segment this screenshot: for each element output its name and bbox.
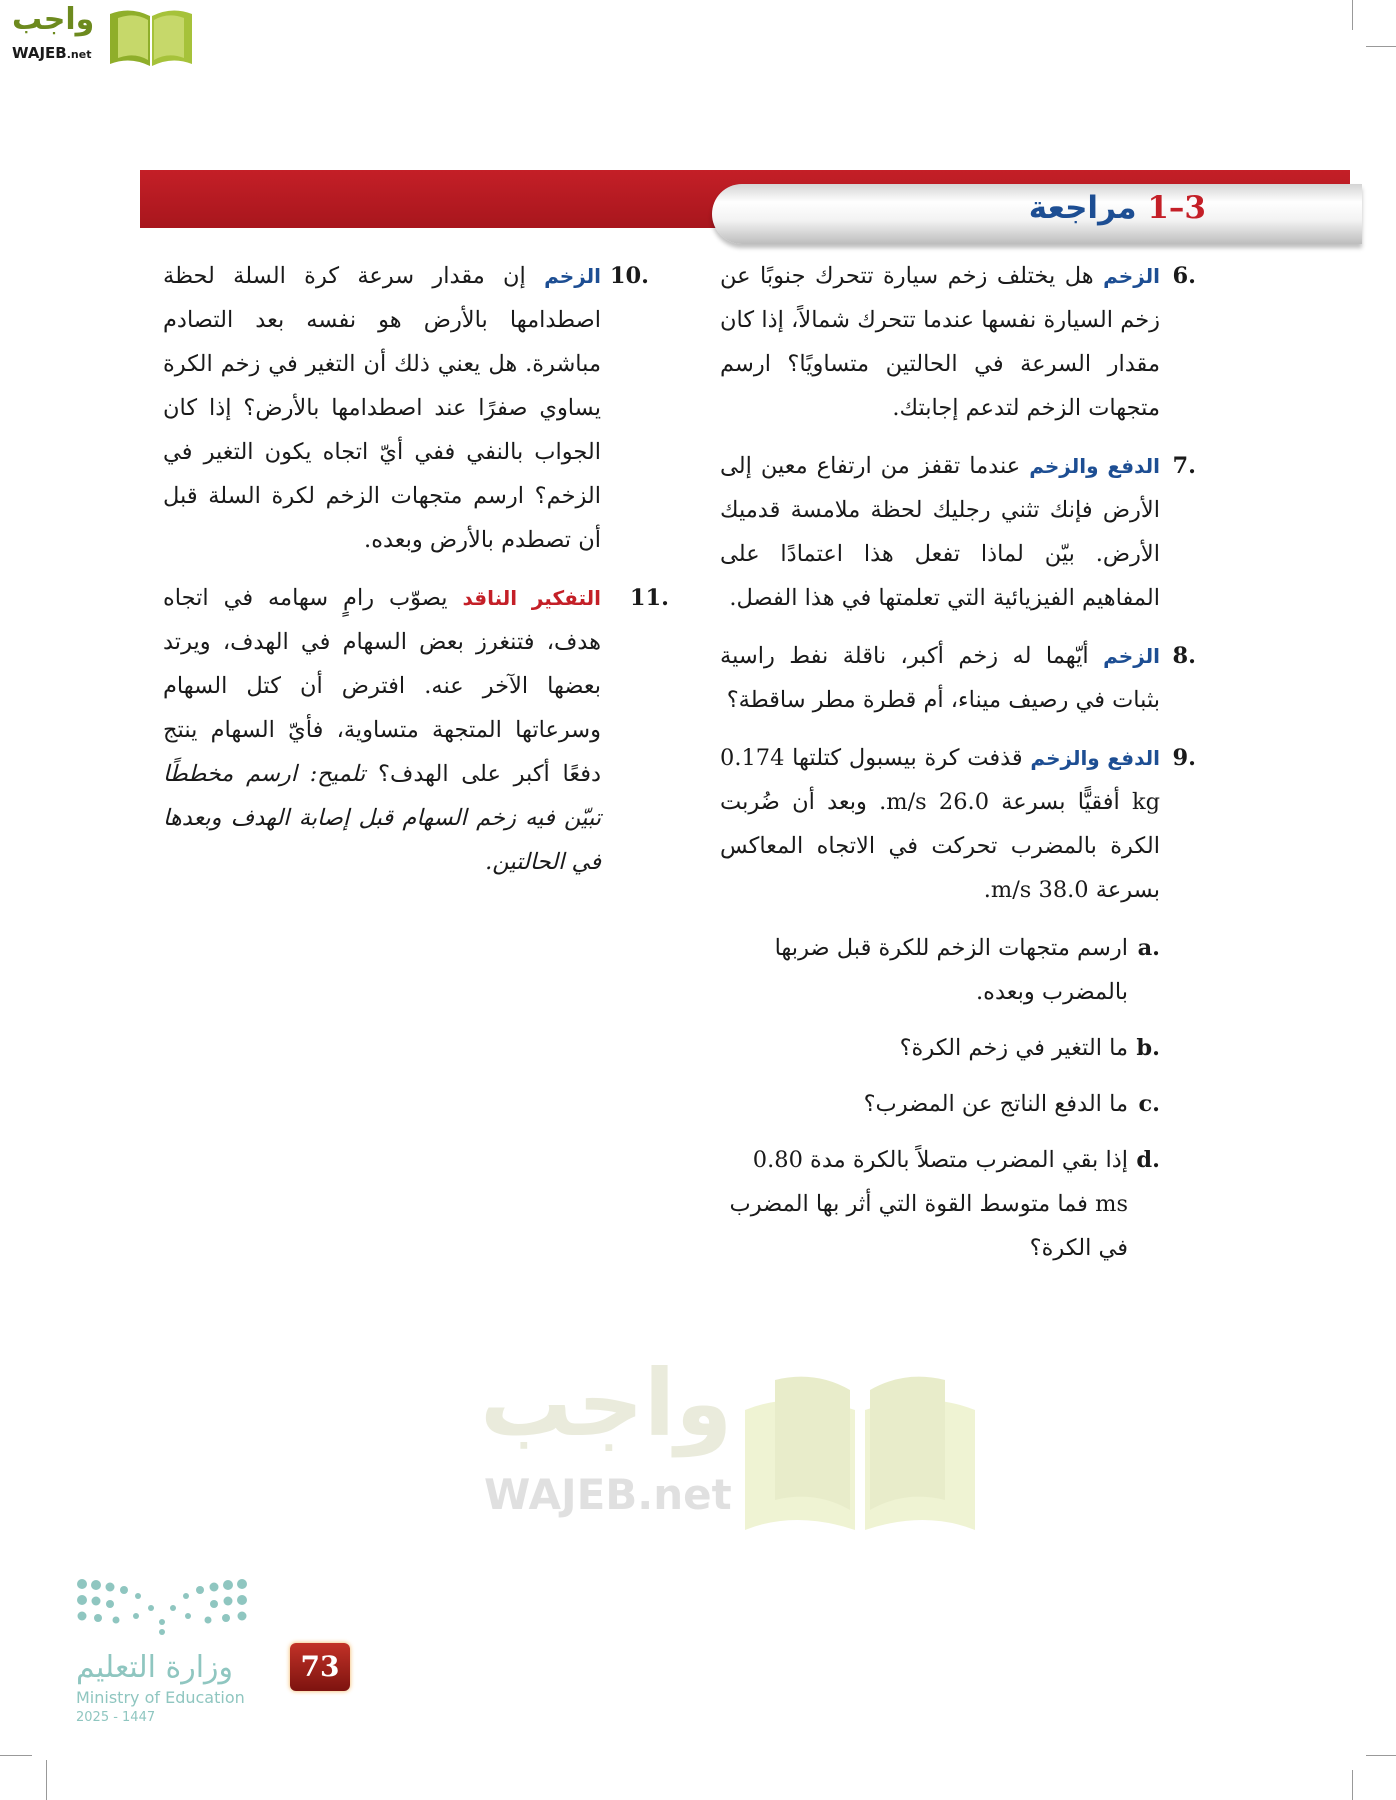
question-7: 7. الدفع والزخم عندما تقفز من ارتفاع معين إلى الأرض فإنك تثني رجليك لحظة ملامسة قدميك الأرض. بيّن لماذا تفعل هذا اعتمادًا على المفاهيم الفيزيائية التي تعلمتها في هذا الفصل.	[720, 453, 1196, 611]
left-column	[163, 254, 669, 898]
question-11: 11. التفكير الناقد يصوّب رامٍ سهامه في اتجاه هدف، فتنغرز بعض السهام في الهدف، ويرتد بعضها الآخر عنه. افترض أن كتل السهام وسرعاتها المتجهة متساوية، فأيّ السهام ينتج دفعًا أكبر على الهدف؟ تلميح: ارسم مخططًا تبيّن فيه زخم السهام قبل إصابة الهدف وبعدها في الحالتين.	[163, 585, 669, 875]
question-8: 8. الزخم أيّهما له زخم أكبر، ناقلة نفط راسية بثبات في رصيف ميناء، أم قطرة مطر ساقطة؟	[720, 643, 1196, 713]
crop-mark	[1366, 46, 1396, 47]
logo-latin: WAJEB.net	[12, 44, 92, 62]
crop-mark	[1352, 0, 1353, 30]
watermark-book-icon	[745, 1370, 975, 1530]
question-9a: a. ارسم متجهات الزخم للكرة قبل ضربها بالمضرب وبعده.	[774, 935, 1160, 1005]
question-10: 10. الزخم إن مقدار سرعة كرة السلة لحظة اصطدامها بالأرض هو نفسه بعد التصادم مباشرة. هل يعني ذلك أن التغير في زخم الكرة يساوي صفرًا عند اصطدامها بالأرض؟ إذا كان الجواب بالنفي ففي أيّ اتجاه يكون التغير في الزخم؟ ارسم متجهات الزخم لكرة السلة قبل أن تصطدم بالأرض وبعده.	[163, 263, 649, 553]
question-9c: c. ما الدفع الناتج عن المضرب؟	[863, 1091, 1160, 1117]
ministry-dots-icon	[76, 1578, 248, 1638]
right-column	[720, 254, 1196, 1282]
crop-mark	[46, 1760, 47, 1800]
crop-mark	[0, 1755, 32, 1756]
page-number: 73	[290, 1643, 350, 1691]
crop-mark	[1366, 1755, 1396, 1756]
question-9b: b. ما التغير في زخم الكرة؟	[899, 1035, 1160, 1061]
section-title: 3–1 مراجعة	[1028, 190, 1206, 226]
wajeb-logo[interactable]	[8, 4, 193, 66]
ministry-logo: وزارة التعليم Ministry of Education 2025 - 1447	[76, 1578, 256, 1738]
logo-arabic: واجب	[12, 2, 95, 37]
question-9: 9. الدفع والزخم قذفت كرة بيسبول كتلتها 0.174 kg أفقيًّا بسرعة 26.0 m/s. وبعد أن ضُربت الكرة بالمضرب تحركت في الاتجاه المعاكس بسرعة 38.0 m/s.	[720, 745, 1196, 903]
watermark: واجب WAJEB.net	[480, 1370, 980, 1530]
book-icon	[108, 6, 194, 66]
question-9d: d. إذا بقي المضرب متصلاً بالكرة مدة 0.80 ms فما متوسط القوة التي أثر بها المضرب في الكرة؟	[729, 1147, 1160, 1261]
question-6: 6. الزخم هل يختلف زخم سيارة تتحرك جنوبًا عن زخم السيارة نفسها عندما تتحرك شمالاً، إذا كان مقدار السرعة في الحالتين متساويًا؟ ارسم متجهات الزخم لتدعم إجابتك.	[720, 263, 1196, 421]
crop-mark	[1352, 1770, 1353, 1800]
